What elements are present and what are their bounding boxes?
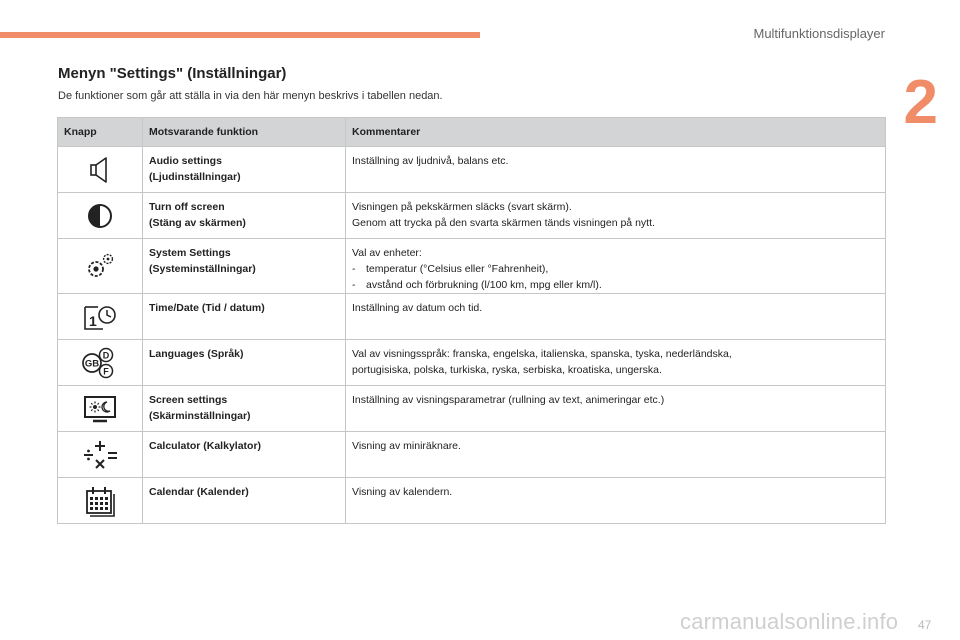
function-name: Languages (Språk) [149,348,244,360]
function-name-sv: (Ljudinställningar) [149,171,241,183]
header-accent-bar [0,32,480,38]
section-title: Multifunktionsdisplayer [753,26,885,41]
unit-list [352,261,879,293]
comment-text: portugisiska, polska, turkiska, ryska, serbiska, kroatiska, ungerska. [352,364,662,376]
icon-cell [58,478,143,524]
comment-text: Visning av miniräknare. [352,440,461,452]
icon-cell [58,193,143,239]
function-name: Time/Date (Tid / datum) [149,302,265,314]
function-name: Screen settings [149,394,228,406]
icon-cell [58,340,143,386]
calendar-day-number: 1 [89,312,97,329]
function-name: Turn off screen [149,201,225,213]
table-row [58,386,886,432]
column-header-button: Knapp [58,118,143,147]
list-item: - avstånd och förbrukning (l/100 km, mpg eller km/l). [352,277,879,293]
gears-icon [83,251,117,281]
comment-cell [346,239,886,294]
comment-text: Inställning av ljudnivå, balans etc. [352,155,509,167]
function-cell [143,147,346,193]
icon-cell [58,432,143,478]
screen-settings-icon [83,394,117,424]
function-name-sv: (Systeminställningar) [149,263,256,275]
icon-cell [58,386,143,432]
comment-cell [346,478,886,524]
language-code-d: D [102,350,110,360]
comment-text: Inställning av visningsparametrar (rullning av text, animeringar etc.) [352,394,665,406]
function-name: Calendar (Kalender) [149,486,249,498]
language-icon [80,347,120,379]
function-name: System Settings [149,247,231,259]
half-circle-icon [86,202,114,230]
table-row [58,340,886,386]
function-cell [143,478,346,524]
comment-cell [346,147,886,193]
table-row [58,478,886,524]
function-name: Calculator (Kalkylator) [149,440,262,452]
comment-text: Val av enheter: [352,247,422,259]
function-cell [143,193,346,239]
column-header-function: Motsvarande funktion [143,118,346,147]
table-row [58,147,886,193]
table-row [58,239,886,294]
icon-cell [58,294,143,340]
comment-cell [346,432,886,478]
language-code-gb: GB [84,358,100,369]
speaker-icon [89,155,111,185]
language-code-f: F [103,366,109,376]
function-cell [143,294,346,340]
table-header-row [58,118,886,147]
icon-cell [58,239,143,294]
comment-text: Val av visningsspråk: franska, engelska, italienska, spanska, tyska, nederländska, [352,348,732,360]
intro-text: De funktioner som går att ställa in via den här menyn beskrivs i tabellen nedan. [58,90,443,102]
function-cell [143,340,346,386]
comment-text: Inställning av datum och tid. [352,302,483,314]
comment-cell [346,386,886,432]
function-name-sv: (Stäng av skärmen) [149,217,246,229]
page-title: Menyn "Settings" (Inställningar) [58,65,287,82]
list-item: - temperatur (°Celsius eller °Fahrenheit), [352,261,879,277]
comment-text: Genom att trycka på den svarta skärmen tänds visningen på nytt. [352,217,655,229]
calculator-icon [81,439,119,471]
function-cell [143,432,346,478]
comment-cell [346,294,886,340]
table-row [58,193,886,239]
table-row [58,294,886,340]
chapter-number: 2 [903,68,938,137]
calendar-clock-icon [82,302,118,332]
function-cell [143,239,346,294]
comment-cell [346,340,886,386]
watermark: carmanualsonline.info [680,609,899,634]
function-name: Audio settings [149,155,222,167]
comment-cell [346,193,886,239]
comment-text: Visning av kalendern. [352,486,453,498]
page-number: 47 [918,618,932,632]
settings-table [57,117,886,524]
function-name-sv: (Skärminställningar) [149,410,251,422]
comment-text: Visningen på pekskärmen släcks (svart skärm). [352,201,572,213]
table-row [58,432,886,478]
column-header-comment: Kommentarer [346,118,886,147]
calendar-icon [83,485,117,517]
icon-cell [58,147,143,193]
function-cell [143,386,346,432]
